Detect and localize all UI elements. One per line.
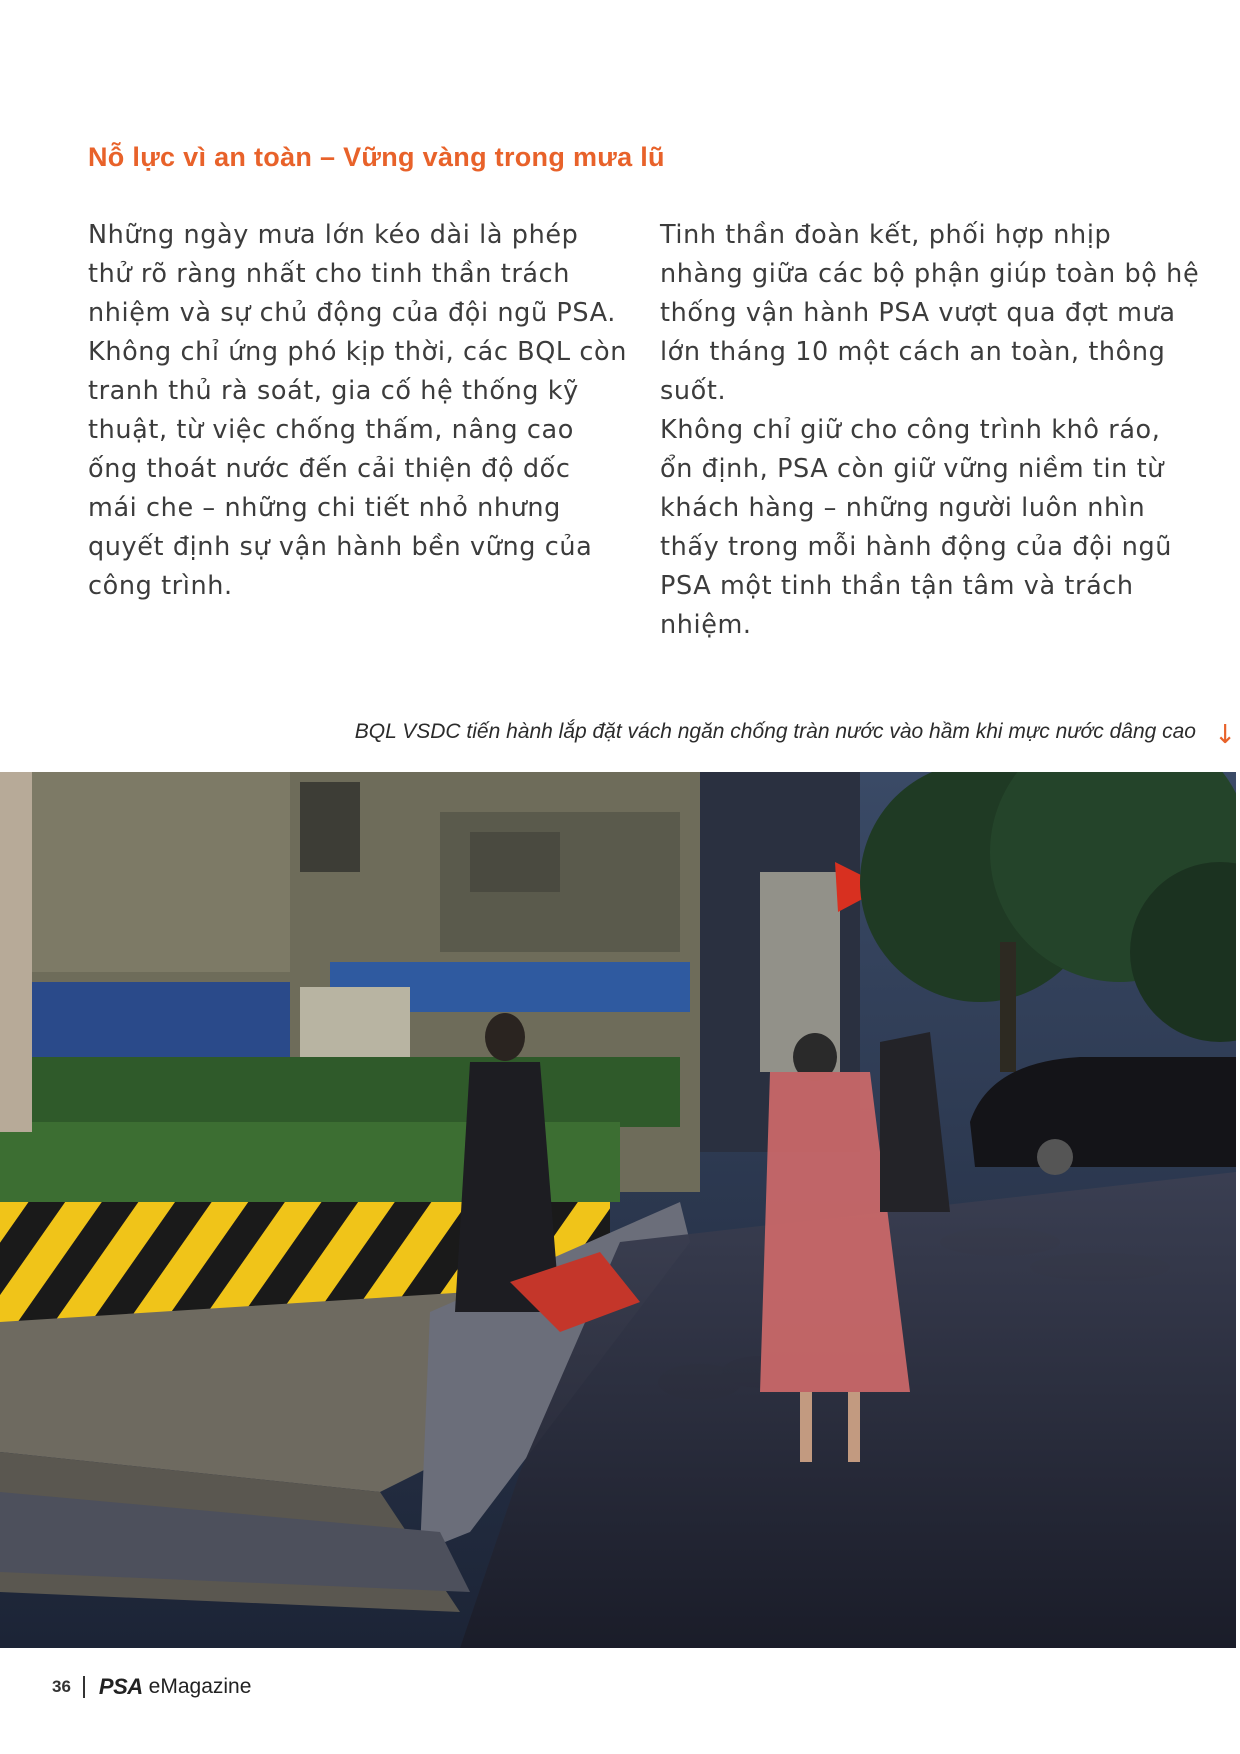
footer-divider [83, 1676, 85, 1698]
article-heading: Nỗ lực vì an toàn – Vững vàng trong mưa lũ [88, 142, 665, 172]
flood-photo [0, 772, 1236, 1648]
left-paragraph: Những ngày mưa lớn kéo dài là phép thử rõ ràng nhất cho tinh thần trách nhiệm và sự chủ động của đội ngũ PSA. Không chỉ ứng phó kịp thời, các BQL còn tranh thủ rà soát, gia cố hệ thống kỹ thuật, từ việc chống thấm, nâng cao ống thoát nước đến cải thiện độ dốc mái che – những chi tiết nhỏ nhưng quyết định sự vận hành bền vững của công trình. [88, 220, 628, 601]
left-column [88, 216, 628, 606]
right-paragraph-2: Không chỉ giữ cho công trình khô ráo, ổn định, PSA còn giữ vững niềm tin từ khách hàng – những người luôn nhìn thấy trong mỗi hành động của đội ngũ PSA một tinh thần tận tâm và trách nhiệm. [660, 415, 1173, 640]
page-number: 36 [52, 1677, 71, 1696]
page-footer [52, 1672, 251, 1702]
right-column [660, 216, 1200, 645]
brand-logo: PSA [98, 1674, 143, 1699]
photo-caption: BQL VSDC tiến hành lắp đặt vách ngăn chống tràn nước vào hầm khi mực nước dâng cao [354, 720, 1196, 743]
right-paragraph-1: Tinh thần đoàn kết, phối hợp nhịp nhàng giữa các bộ phận giúp toàn bộ hệ thống vận hành PSA vượt qua đợt mưa lớn tháng 10 một cách an toàn, thông suốt. [660, 220, 1200, 406]
arrow-down-icon: ↓ [1214, 720, 1236, 750]
magazine-name: eMagazine [148, 1675, 252, 1698]
